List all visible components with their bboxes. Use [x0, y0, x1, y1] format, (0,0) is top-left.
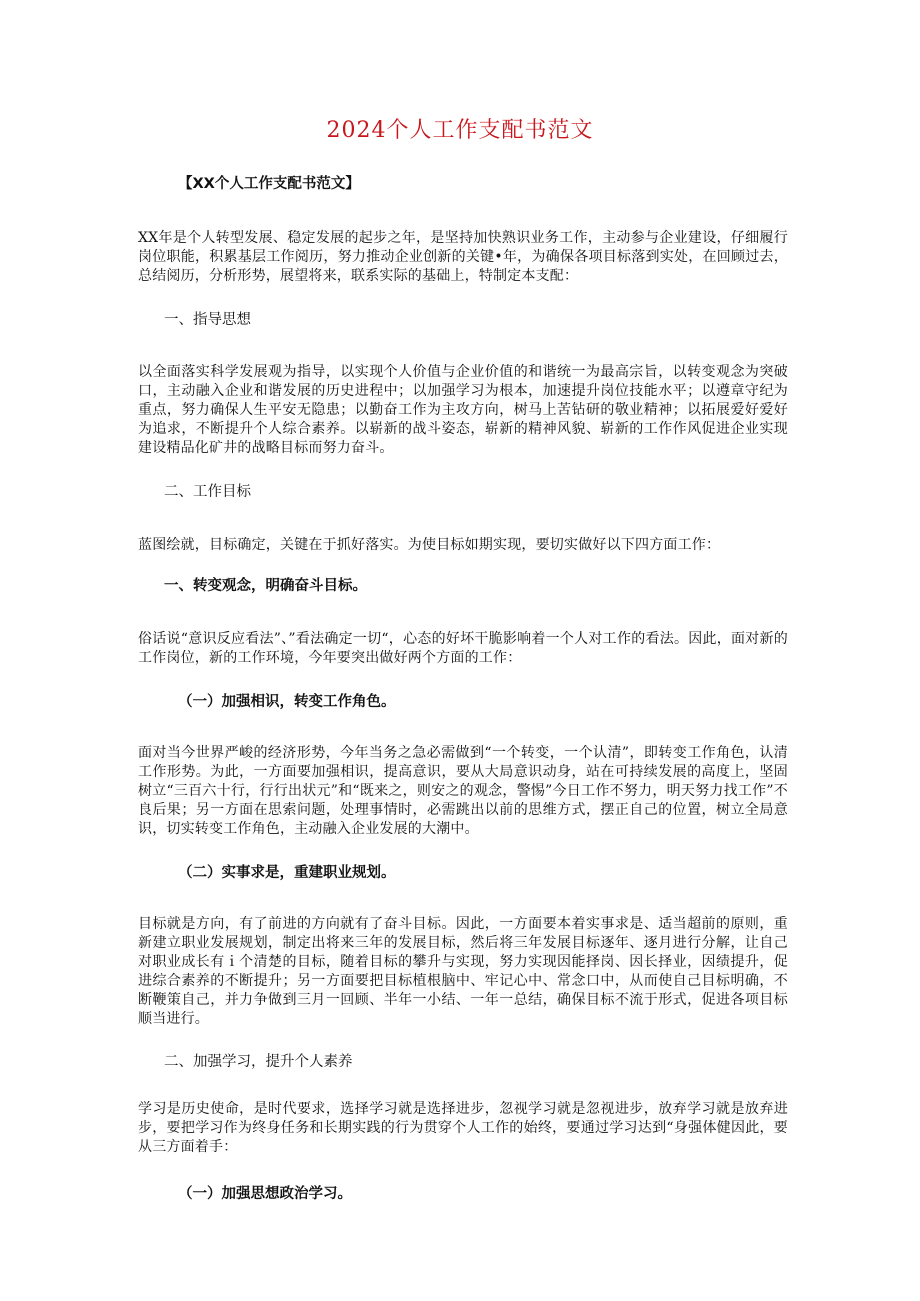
subheading-political-study: （一）加强思想政治学习。	[178, 1186, 352, 1202]
document-title: 2024个人工作支配书范文	[326, 118, 594, 143]
change-mindset-paragraph: 俗话说“意识反应看法”、”看法确定一切“，心态的好坏干脆影响着一个人对工作的看法。因此，面对新的工作岗位，新的工作环境，今年要突出做好两个方面的工作：	[138, 631, 788, 666]
subheading-strengthen-understanding: （一）加强相识，转变工作角色。	[178, 694, 396, 710]
intro-paragraph: XX年是个人转型发展、稳定发展的起步之年，是坚持加快熟识业务工作，主动参与企业建设，仔细履行岗位职能，积累基层工作阅历，努力推动企业创新的关键•年，为确保各项目标落到实处，在回顾过去，总结阅历，分析形势，展望将来，联系实际的基础上，特制定本支配：	[138, 230, 788, 284]
strengthen-learning-paragraph: 学习是历史使命，是时代要求，选择学习就是选择进步，忽视学习就是忽视进步，放弃学习就是放弃进步，要把学习作为终身任务和长期实践的行为贯穿个人工作的始终，要通过学习达到“身强体健因此，要从三方面着手：	[138, 1101, 788, 1155]
subheading-career-planning: （二）实事求是，重建职业规划。	[178, 865, 396, 881]
guiding-ideology-paragraph: 以全面落实科学发展观为指导，以实现个人价值与企业价值的和谐统一为最高宗旨，以转变观念为突破口，主动融入企业和谐发展的历史进程中；以加强学习为根本，加速提升岗位技能水平；以遵章守纪为重点，努力确保人生平安无隐患；以勤奋工作为主攻方向，树马上苦钻研的敬业精神；以拓展爱好爱好为追求，不断提升个人综合素养。以崭新的战斗姿态，崭新的精神风貌、崭新的工作作风促进企业实现建设精品化矿井的战略目标而努力奋斗。	[138, 364, 788, 456]
section-heading-work-goals: 二、工作目标	[164, 484, 251, 500]
part-heading-change-mindset: 一、转变观念，明确奋斗目标。	[164, 578, 367, 594]
part-heading-strengthen-learning: 二、加强学习，提升个人素养	[164, 1054, 353, 1070]
strengthen-understanding-paragraph: 面对当今世界严峻的经济形势，今年当务之急必需做到“一个转变，一个认清”，即转变工作角色，认清工作形势。为此，一方面要加强相识，提高意识，要从大局意识动身，站在可持续发展的高度上，坚固树立“三百六十行，行行出状元”和“既来之，则安之的观念，警惕”今日工作不努力，明天努力找工作”不良后果；另一方面在思索问题，处理事情时，必需跳出以前的思维方式，摆正自己的位置，树立全局意识，切实转变工作角色，主动融入企业发展的大潮中。	[138, 745, 788, 837]
section-heading-guiding-ideology: 一、指导思想	[164, 312, 251, 328]
document-subtitle: 【XX个人工作支配书范文】	[178, 176, 360, 192]
work-goals-paragraph: 蓝图绘就，目标确定，关键在于抓好落实。为使目标如期实现，要切实做好以下四方面工作：	[138, 537, 721, 553]
career-planning-paragraph: 目标就是方向，有了前进的方向就有了奋斗目标。因此，一方面要本着实事求是、适当超前的原则，重新建立职业发展规划，制定出将来三年的发展目标，然后将三年发展目标逐年、逐月进行分解，让自己对职业成长有ｉ个清楚的目标，随着目标的攀升与实现，努力实现因能择岗、因长择业，因绩提升，促进综合素养的不断提升；另一方面要把目标植根脑中、牢记心中、常念口中，从而使自己目标明确，不断鞭策自己，并力争做到三月一回顾、半年一小结、一年一总结，确保目标不流于形式，促进各项目标顺当进行。	[138, 916, 788, 1027]
